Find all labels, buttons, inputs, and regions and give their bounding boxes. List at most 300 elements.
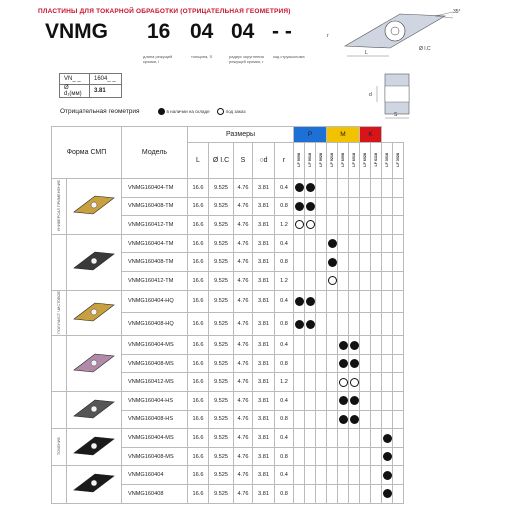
availability-cell (338, 484, 349, 503)
grade-header-cell (382, 143, 393, 179)
availability-cell (349, 197, 360, 216)
on-order-dot-icon (295, 220, 304, 229)
availability-cell (327, 429, 338, 448)
dim-header: Ø I.C (209, 143, 234, 179)
availability-cell (393, 373, 404, 392)
dim-cell-r: 0.8 (275, 484, 294, 503)
grade-header: LF 6008 (341, 152, 345, 167)
dim-cell-l: 16.6 (188, 392, 209, 411)
model-cell: VNMG160408-MS (122, 447, 188, 466)
dim-cell-ic: 9.525 (209, 234, 234, 253)
availability-cell (371, 484, 382, 503)
vn-table-row (60, 85, 122, 98)
availability-cell (371, 354, 382, 373)
dim-cell-s: 4.76 (234, 410, 253, 429)
availability-cell (338, 253, 349, 272)
application-label: ТОЧЕНИЕ (57, 437, 61, 456)
availability-cell (371, 410, 382, 429)
availability-cell (382, 290, 393, 313)
insert-image (71, 348, 117, 378)
availability-cell (327, 253, 338, 272)
dim-cell-r: 0.4 (275, 179, 294, 198)
availability-cell (371, 216, 382, 235)
dim-cell-l: 16.6 (188, 354, 209, 373)
dim-cell-r: 1.2 (275, 271, 294, 290)
availability-cell (338, 373, 349, 392)
dim-cell-d: 3.81 (253, 466, 275, 485)
availability-cell (316, 271, 327, 290)
s-dim-label: S (394, 112, 398, 118)
availability-cell (360, 234, 371, 253)
model-cell: VNMG160408-HQ (122, 313, 188, 336)
grade-header: LF 6118 (374, 152, 378, 167)
vn-table (59, 73, 122, 98)
availability-cell (294, 179, 305, 198)
availability-cell (305, 354, 316, 373)
grade-header: LF 3028 (396, 152, 400, 167)
availability-cell (393, 179, 404, 198)
dim-cell-s: 4.76 (234, 466, 253, 485)
on-order-dot-icon (217, 108, 224, 115)
dim-cell-d: 3.81 (253, 354, 275, 373)
availability-cell (371, 336, 382, 355)
model-cell: VNMG160412-MS (122, 373, 188, 392)
availability-cell (338, 179, 349, 198)
insert-image (71, 394, 117, 424)
availability-cell (371, 313, 382, 336)
dim-cell-r: 0.8 (275, 197, 294, 216)
in-stock-dot-icon (383, 434, 392, 443)
availability-cell (360, 179, 371, 198)
availability-cell (305, 410, 316, 429)
grade-header-cell (371, 143, 382, 179)
shape-header: Форма СМП (52, 127, 122, 179)
availability-cell (393, 466, 404, 485)
iso-group-p: P (294, 127, 327, 143)
availability-cell (349, 392, 360, 411)
availability-cell (371, 253, 382, 272)
length-dim-label: L (365, 50, 368, 56)
model-cell: VNMG160404-HS (122, 392, 188, 411)
availability-cell (338, 354, 349, 373)
availability-cell (305, 336, 316, 355)
availability-cell (393, 447, 404, 466)
availability-cell (382, 429, 393, 448)
grade-header-cell (305, 143, 316, 179)
availability-cell (371, 392, 382, 411)
in-stock-dot-icon (383, 452, 392, 461)
availability-cell (349, 313, 360, 336)
model-cell: VNMG160412-TM (122, 271, 188, 290)
availability-cell (349, 336, 360, 355)
table-row (52, 466, 404, 485)
availability-cell (327, 197, 338, 216)
application-cell (52, 179, 67, 235)
availability-cell (305, 429, 316, 448)
vn-cell: Ø d₁(мм) (60, 85, 90, 98)
availability-cell (338, 313, 349, 336)
dim-cell-l: 16.6 (188, 216, 209, 235)
availability-cell (382, 410, 393, 429)
dim-cell-l: 16.6 (188, 290, 209, 313)
in-stock-dot-icon (328, 258, 337, 267)
label-chipbreaker: код стружколома (273, 54, 305, 59)
availability-cell (338, 290, 349, 313)
availability-cell (338, 336, 349, 355)
in-stock-dot-icon (383, 489, 392, 498)
insert-image (71, 431, 117, 461)
availability-cell (393, 429, 404, 448)
dim-cell-l: 16.6 (188, 336, 209, 355)
availability-cell (316, 354, 327, 373)
grade-header-cell (316, 143, 327, 179)
in-stock-dot-icon (306, 297, 315, 306)
availability-cell (294, 466, 305, 485)
grade-header-cell (360, 143, 371, 179)
dim-cell-ic: 9.525 (209, 253, 234, 272)
availability-cell (360, 336, 371, 355)
in-stock-dot-icon (295, 297, 304, 306)
availability-cell (349, 271, 360, 290)
dim-cell-r: 0.4 (275, 466, 294, 485)
dim-cell-l: 16.6 (188, 197, 209, 216)
insert-image-cell (67, 179, 122, 235)
grade-header: LF 6018 (352, 152, 356, 167)
legend-label: Отрицательная геометрия (60, 108, 140, 116)
availability-cell (327, 484, 338, 503)
table-row (52, 392, 404, 411)
availability-cell (305, 373, 316, 392)
availability-cell (327, 354, 338, 373)
dim-cell-s: 4.76 (234, 197, 253, 216)
availability-cell (382, 392, 393, 411)
grade-header: LF 6028 (363, 152, 367, 167)
page-title: ПЛАСТИНЫ ДЛЯ ТОКАРНОЙ ОБРАБОТКИ (ОТРИЦАТЕЛЬНАЯ ГЕОМЕТРИЯ) (38, 8, 291, 15)
dim-cell-s: 4.76 (234, 313, 253, 336)
availability-cell (316, 392, 327, 411)
availability-cell (349, 179, 360, 198)
dim-cell-r: 0.8 (275, 410, 294, 429)
availability-cell (294, 234, 305, 253)
dim-cell-ic: 9.525 (209, 216, 234, 235)
dim-cell-s: 4.76 (234, 447, 253, 466)
dim-cell-d: 3.81 (253, 216, 275, 235)
availability-cell (371, 373, 382, 392)
availability-cell (327, 313, 338, 336)
product-table (51, 126, 404, 504)
application-label: УНИВЕРСАЛ ПРИМЕНЕНИЕ (57, 179, 61, 231)
availability-cell (382, 466, 393, 485)
model-cell: VNMG160404-HQ (122, 290, 188, 313)
availability-cell (349, 354, 360, 373)
availability-cell (338, 392, 349, 411)
availability-cell (316, 253, 327, 272)
dim-cell-s: 4.76 (234, 253, 253, 272)
in-stock-dot-icon (328, 239, 337, 248)
dim-cell-l: 16.6 (188, 466, 209, 485)
availability-cell (360, 429, 371, 448)
availability-cell (349, 253, 360, 272)
availability-cell (360, 354, 371, 373)
model-cell: VNMG160404-MS (122, 336, 188, 355)
in-stock-dot-icon (350, 415, 359, 424)
availability-cell (305, 484, 316, 503)
insert-image-cell (67, 392, 122, 429)
availability-cell (327, 216, 338, 235)
application-label: ПОЛУЧИСТ ЧИСТОВОЕ (57, 290, 61, 334)
dim-cell-d: 3.81 (253, 253, 275, 272)
dim-cell-l: 16.6 (188, 410, 209, 429)
dims-header: Размеры (188, 127, 294, 143)
dim-cell-ic: 9.525 (209, 429, 234, 448)
dim-cell-r: 0.4 (275, 290, 294, 313)
availability-cell (294, 410, 305, 429)
availability-cell (305, 179, 316, 198)
dim-cell-d: 3.81 (253, 429, 275, 448)
dim-header: r (275, 143, 294, 179)
dim-cell-d: 3.81 (253, 484, 275, 503)
availability-cell (349, 290, 360, 313)
availability-cell (338, 447, 349, 466)
vn-cell: VN_ _ (60, 74, 90, 85)
dim-cell-d: 3.81 (253, 336, 275, 355)
dim-header: L (188, 143, 209, 179)
availability-cell (294, 253, 305, 272)
availability-cell (338, 410, 349, 429)
insert-image-cell (67, 234, 122, 290)
model-cell: VNMG160408 (122, 484, 188, 503)
dim-cell-l: 16.6 (188, 253, 209, 272)
availability-cell (360, 253, 371, 272)
availability-cell (360, 271, 371, 290)
dim-cell-s: 4.76 (234, 271, 253, 290)
insert-image-cell (67, 429, 122, 466)
dim-cell-s: 4.76 (234, 392, 253, 411)
dim-cell-ic: 9.525 (209, 410, 234, 429)
grade-header-cell (393, 143, 404, 179)
code-part-chipbreaker: - - (272, 20, 292, 43)
availability-cell (316, 429, 327, 448)
model-cell: VNMG160404-MS (122, 429, 188, 448)
application-cell (52, 466, 67, 503)
availability-cell (360, 392, 371, 411)
availability-cell (316, 484, 327, 503)
iso-group-k: K (360, 127, 382, 143)
availability-cell (305, 313, 316, 336)
availability-cell (294, 216, 305, 235)
availability-cell (327, 373, 338, 392)
in-stock-dot-icon (306, 202, 315, 211)
availability-cell (393, 410, 404, 429)
in-stock-dot-icon (350, 341, 359, 350)
availability-cell (393, 313, 404, 336)
legend (60, 108, 246, 115)
availability-cell (349, 484, 360, 503)
availability-cell (294, 336, 305, 355)
in-stock-dot-icon (158, 108, 165, 115)
availability-cell (338, 429, 349, 448)
in-stock-dot-icon (339, 341, 348, 350)
dim-cell-s: 4.76 (234, 373, 253, 392)
availability-cell (305, 216, 316, 235)
availability-cell (294, 197, 305, 216)
availability-cell (327, 290, 338, 313)
availability-cell (371, 429, 382, 448)
availability-cell (294, 392, 305, 411)
availability-cell (349, 447, 360, 466)
dim-cell-ic: 9.525 (209, 313, 234, 336)
dim-cell-s: 4.76 (234, 354, 253, 373)
dim-cell-ic: 9.525 (209, 484, 234, 503)
iso-group-m: M (327, 127, 360, 143)
dim-cell-l: 16.6 (188, 179, 209, 198)
availability-cell (371, 234, 382, 253)
availability-cell (316, 373, 327, 392)
dim-cell-ic: 9.525 (209, 466, 234, 485)
availability-cell (327, 392, 338, 411)
availability-cell (382, 447, 393, 466)
dim-cell-s: 4.76 (234, 179, 253, 198)
availability-cell (382, 253, 393, 272)
availability-cell (316, 216, 327, 235)
model-cell: VNMG160408-TM (122, 253, 188, 272)
on-order-dot-icon (306, 220, 315, 229)
availability-cell (371, 466, 382, 485)
code-part-radius: 04 (231, 20, 255, 43)
insert-image (71, 297, 117, 327)
model-cell: VNMG160404 (122, 466, 188, 485)
model-cell: VNMG160404-TM (122, 179, 188, 198)
availability-cell (393, 234, 404, 253)
grade-header-cell (327, 143, 338, 179)
dim-cell-ic: 9.525 (209, 336, 234, 355)
grade-header: LF 3018 (385, 152, 389, 167)
application-cell (52, 290, 67, 336)
table-row (52, 179, 404, 198)
label-length: длина режущей кромки, l (143, 54, 173, 64)
availability-cell (393, 336, 404, 355)
grade-header: LF 9028 (319, 152, 323, 167)
availability-cell (349, 373, 360, 392)
application-cell (52, 392, 67, 429)
angle-label: 35° (453, 9, 461, 15)
availability-cell (305, 447, 316, 466)
in-stock-dot-icon (306, 320, 315, 329)
grade-header: LF 9008 (297, 152, 301, 167)
availability-cell (316, 447, 327, 466)
dim-cell-d: 3.81 (253, 234, 275, 253)
availability-cell (393, 197, 404, 216)
availability-cell (393, 290, 404, 313)
insert-image-cell (67, 290, 122, 336)
insert-image (71, 190, 117, 220)
in-stock-dot-icon (383, 471, 392, 480)
dim-header: ○d (253, 143, 275, 179)
availability-cell (393, 253, 404, 272)
availability-cell (305, 290, 316, 313)
code-part-thickness: 04 (190, 20, 214, 43)
availability-cell (382, 313, 393, 336)
in-stock-dot-icon (295, 320, 304, 329)
in-stock-dot-icon (339, 396, 348, 405)
availability-cell (393, 354, 404, 373)
availability-cell (382, 484, 393, 503)
label-radius: радиус округления режущей кромки, r (229, 54, 264, 64)
model-cell: VNMG160408-TM (122, 197, 188, 216)
availability-cell (338, 234, 349, 253)
availability-cell (294, 373, 305, 392)
availability-cell (349, 234, 360, 253)
availability-cell (360, 216, 371, 235)
grade-header: LF 9018 (308, 152, 312, 167)
availability-cell (360, 466, 371, 485)
availability-cell (360, 290, 371, 313)
dim-cell-l: 16.6 (188, 429, 209, 448)
model-cell: VNMG160408-MS (122, 354, 188, 373)
availability-cell (382, 373, 393, 392)
dim-cell-l: 16.6 (188, 447, 209, 466)
table-row (52, 336, 404, 355)
dim-cell-s: 4.76 (234, 290, 253, 313)
availability-cell (316, 336, 327, 355)
availability-cell (294, 354, 305, 373)
availability-cell (316, 290, 327, 313)
grade-header-cell (294, 143, 305, 179)
availability-cell (371, 290, 382, 313)
legend-on-order: под заказ (225, 109, 246, 114)
availability-cell (305, 253, 316, 272)
availability-cell (349, 466, 360, 485)
grade-header-cell (349, 143, 360, 179)
legend-in-stock: в наличии на складе (166, 109, 210, 114)
availability-cell (360, 410, 371, 429)
availability-cell (393, 271, 404, 290)
availability-cell (327, 234, 338, 253)
insert-image (71, 246, 117, 276)
dim-cell-l: 16.6 (188, 313, 209, 336)
dim-cell-d: 3.81 (253, 447, 275, 466)
dim-cell-d: 3.81 (253, 290, 275, 313)
availability-cell (316, 466, 327, 485)
in-stock-dot-icon (306, 183, 315, 192)
dim-cell-l: 16.6 (188, 234, 209, 253)
table-row (52, 290, 404, 313)
dim-cell-r: 0.4 (275, 336, 294, 355)
insert-image-cell (67, 466, 122, 503)
availability-cell (382, 271, 393, 290)
dim-cell-r: 0.8 (275, 447, 294, 466)
availability-cell (371, 271, 382, 290)
dim-cell-r: 0.8 (275, 313, 294, 336)
table-row (52, 429, 404, 448)
availability-cell (338, 271, 349, 290)
dim-cell-r: 0.8 (275, 354, 294, 373)
vn-table-row (60, 74, 122, 85)
availability-cell (316, 313, 327, 336)
dim-cell-ic: 9.525 (209, 290, 234, 313)
availability-cell (371, 447, 382, 466)
insert-diagram (325, 4, 465, 122)
application-cell (52, 234, 67, 290)
model-cell: VNMG160412-TM (122, 216, 188, 235)
dim-cell-r: 0.8 (275, 253, 294, 272)
availability-cell (393, 216, 404, 235)
availability-cell (294, 290, 305, 313)
model-cell: VNMG160404-TM (122, 234, 188, 253)
ic-dim-label: Ø I.C (419, 46, 431, 52)
dim-cell-r: 1.2 (275, 216, 294, 235)
label-thickness: толщина, S (191, 54, 213, 59)
